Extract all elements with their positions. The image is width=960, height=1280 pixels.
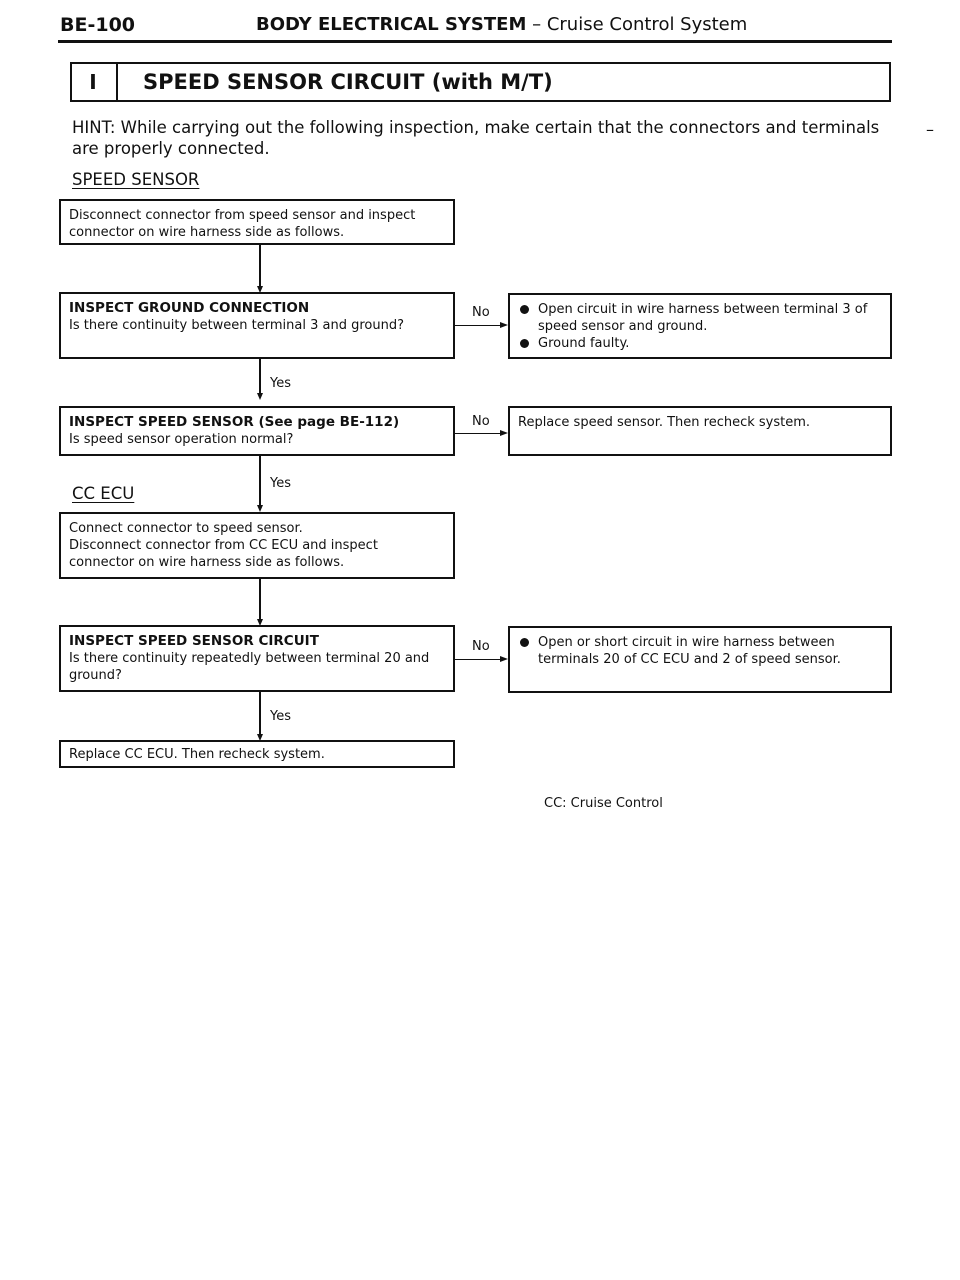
page-number: BE-100 <box>60 14 136 36</box>
flow-connector <box>259 692 261 736</box>
yes-label: Yes <box>270 376 291 391</box>
result-item: Ground faulty. <box>518 335 882 352</box>
hint-text: HINT: While carrying out the following inspection, make certain that the connectors and terminals are properly connected. <box>72 118 880 158</box>
step-question: Is there continuity between terminal 3 and ground? <box>69 318 404 333</box>
flow-connector <box>259 359 261 395</box>
no-label: No <box>472 414 490 429</box>
header-section-rest: – Cruise Control System <box>526 14 748 35</box>
margin-dash: – <box>926 120 934 139</box>
step-question: Is there continuity repeatedly between terminal 20 and ground? <box>69 651 430 683</box>
section-title: SPEED SENSOR CIRCUIT (with M/T) <box>143 70 553 94</box>
flow-connector <box>259 456 261 507</box>
step-line: Connect connector to speed sensor. <box>69 521 303 536</box>
result-ground-faulty <box>508 293 892 359</box>
result-list <box>518 634 882 668</box>
no-branch-line <box>455 659 500 660</box>
step-question: Is speed sensor operation normal? <box>69 432 294 447</box>
step-line: connector on wire harness side as follows. <box>69 555 345 570</box>
abbreviation-note: CC: Cruise Control <box>544 796 663 811</box>
result-replace-speed-sensor <box>508 406 892 456</box>
step-replace-cc-ecu <box>59 740 455 768</box>
arrow-right-icon <box>500 656 508 662</box>
no-branch-line <box>455 325 500 326</box>
yes-label: Yes <box>270 709 291 724</box>
section-number: I <box>70 62 118 102</box>
step-title: INSPECT SPEED SENSOR CIRCUIT <box>69 633 319 649</box>
step-text: Disconnect connector from speed sensor and inspect connector on wire harness side as follows. <box>69 208 416 240</box>
yes-label: Yes <box>270 476 291 491</box>
header-section-bold: BODY ELECTRICAL SYSTEM <box>256 14 527 35</box>
flow-connector <box>259 579 261 621</box>
arrow-right-icon <box>500 430 508 436</box>
step-connect-disconnect-cc-ecu <box>59 512 455 579</box>
result-item: Open or short circuit in wire harness between terminals 20 of CC ECU and 2 of speed sensor. <box>518 634 882 668</box>
step-line: Disconnect connector from CC ECU and inspect <box>69 538 378 553</box>
result-open-short-circuit <box>508 626 892 693</box>
heading-cc-ecu: CC ECU <box>72 484 135 503</box>
no-branch-line <box>455 433 500 434</box>
arrow-right-icon <box>500 322 508 328</box>
step-text: Replace CC ECU. Then recheck system. <box>69 747 325 762</box>
heading-speed-sensor: SPEED SENSOR <box>72 170 200 189</box>
arrow-down-icon <box>257 393 263 400</box>
step-title: INSPECT GROUND CONNECTION <box>69 300 310 316</box>
arrow-down-icon <box>257 505 263 512</box>
step-title: INSPECT SPEED SENSOR (See page BE-112) <box>69 414 400 430</box>
no-label: No <box>472 305 490 320</box>
step-inspect-ground-connection <box>59 292 455 359</box>
running-header <box>256 14 747 35</box>
header-rule <box>58 40 892 43</box>
result-text: Replace speed sensor. Then recheck system. <box>518 415 811 430</box>
flow-connector <box>259 245 261 288</box>
result-list <box>518 301 882 352</box>
result-item: Open circuit in wire harness between terminal 3 of speed sensor and ground. <box>518 301 882 335</box>
step-inspect-speed-sensor <box>59 406 455 456</box>
no-label: No <box>472 639 490 654</box>
step-inspect-speed-sensor-circuit <box>59 625 455 692</box>
step-disconnect-speed-sensor <box>59 199 455 245</box>
